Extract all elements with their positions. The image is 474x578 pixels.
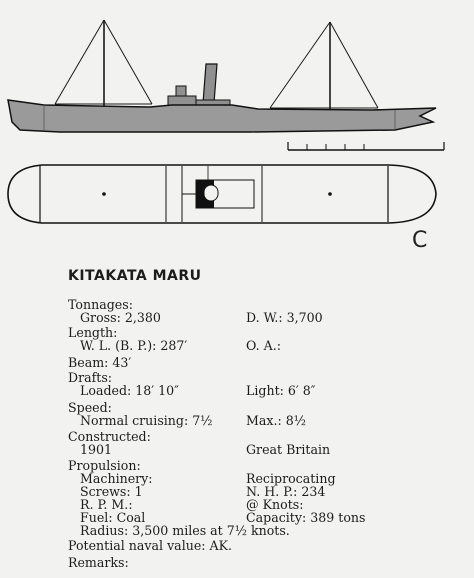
drafts-heading: Drafts: (68, 370, 113, 385)
construction-place: Great Britain (246, 442, 331, 457)
figure-letter: C (412, 228, 428, 253)
ship-drawing (0, 0, 474, 260)
screws: Screws: 1 (80, 484, 143, 499)
max-speed: Max.: 8½ (246, 413, 306, 428)
beam: Beam: 43′ (68, 355, 132, 370)
remarks: Remarks: (68, 555, 129, 570)
constructed-heading: Constructed: (68, 429, 151, 444)
deck-plan (8, 165, 436, 223)
ship-name: KITAKATA MARU (68, 268, 202, 284)
side-profile (8, 20, 436, 132)
at-knots: @ Knots: (246, 497, 304, 512)
construction-year: 1901 (80, 442, 113, 457)
machinery-value: Reciprocating (246, 471, 336, 486)
tonnages-heading: Tonnages: (68, 297, 133, 312)
speed-heading: Speed: (68, 400, 112, 415)
fuel-capacity: Capacity: 389 tons (246, 510, 366, 525)
gross-tonnage: Gross: 2,380 (80, 310, 161, 325)
propulsion-heading: Propulsion: (68, 458, 141, 473)
cruising-radius: Radius: 3,500 miles at 7½ knots. (80, 523, 290, 538)
naval-value: Potential naval value: AK. (68, 538, 233, 553)
waterline-length: W. L. (B. P.): 287′ (80, 338, 188, 353)
fuel: Fuel: Coal (80, 510, 146, 525)
overall-length: O. A.: (246, 338, 281, 353)
nominal-horsepower: N. H. P.: 234 (246, 484, 326, 499)
normal-speed: Normal cruising: 7½ (80, 413, 213, 428)
machinery-label: Machinery: (80, 471, 153, 486)
loaded-draft: Loaded: 18′ 10″ (80, 383, 179, 398)
rpm: R. P. M.: (80, 497, 133, 512)
dw-tonnage: D. W.: 3,700 (246, 310, 323, 325)
light-draft: Light: 6′ 8″ (246, 383, 316, 398)
scale-bar (288, 142, 444, 150)
length-heading: Length: (68, 325, 118, 340)
